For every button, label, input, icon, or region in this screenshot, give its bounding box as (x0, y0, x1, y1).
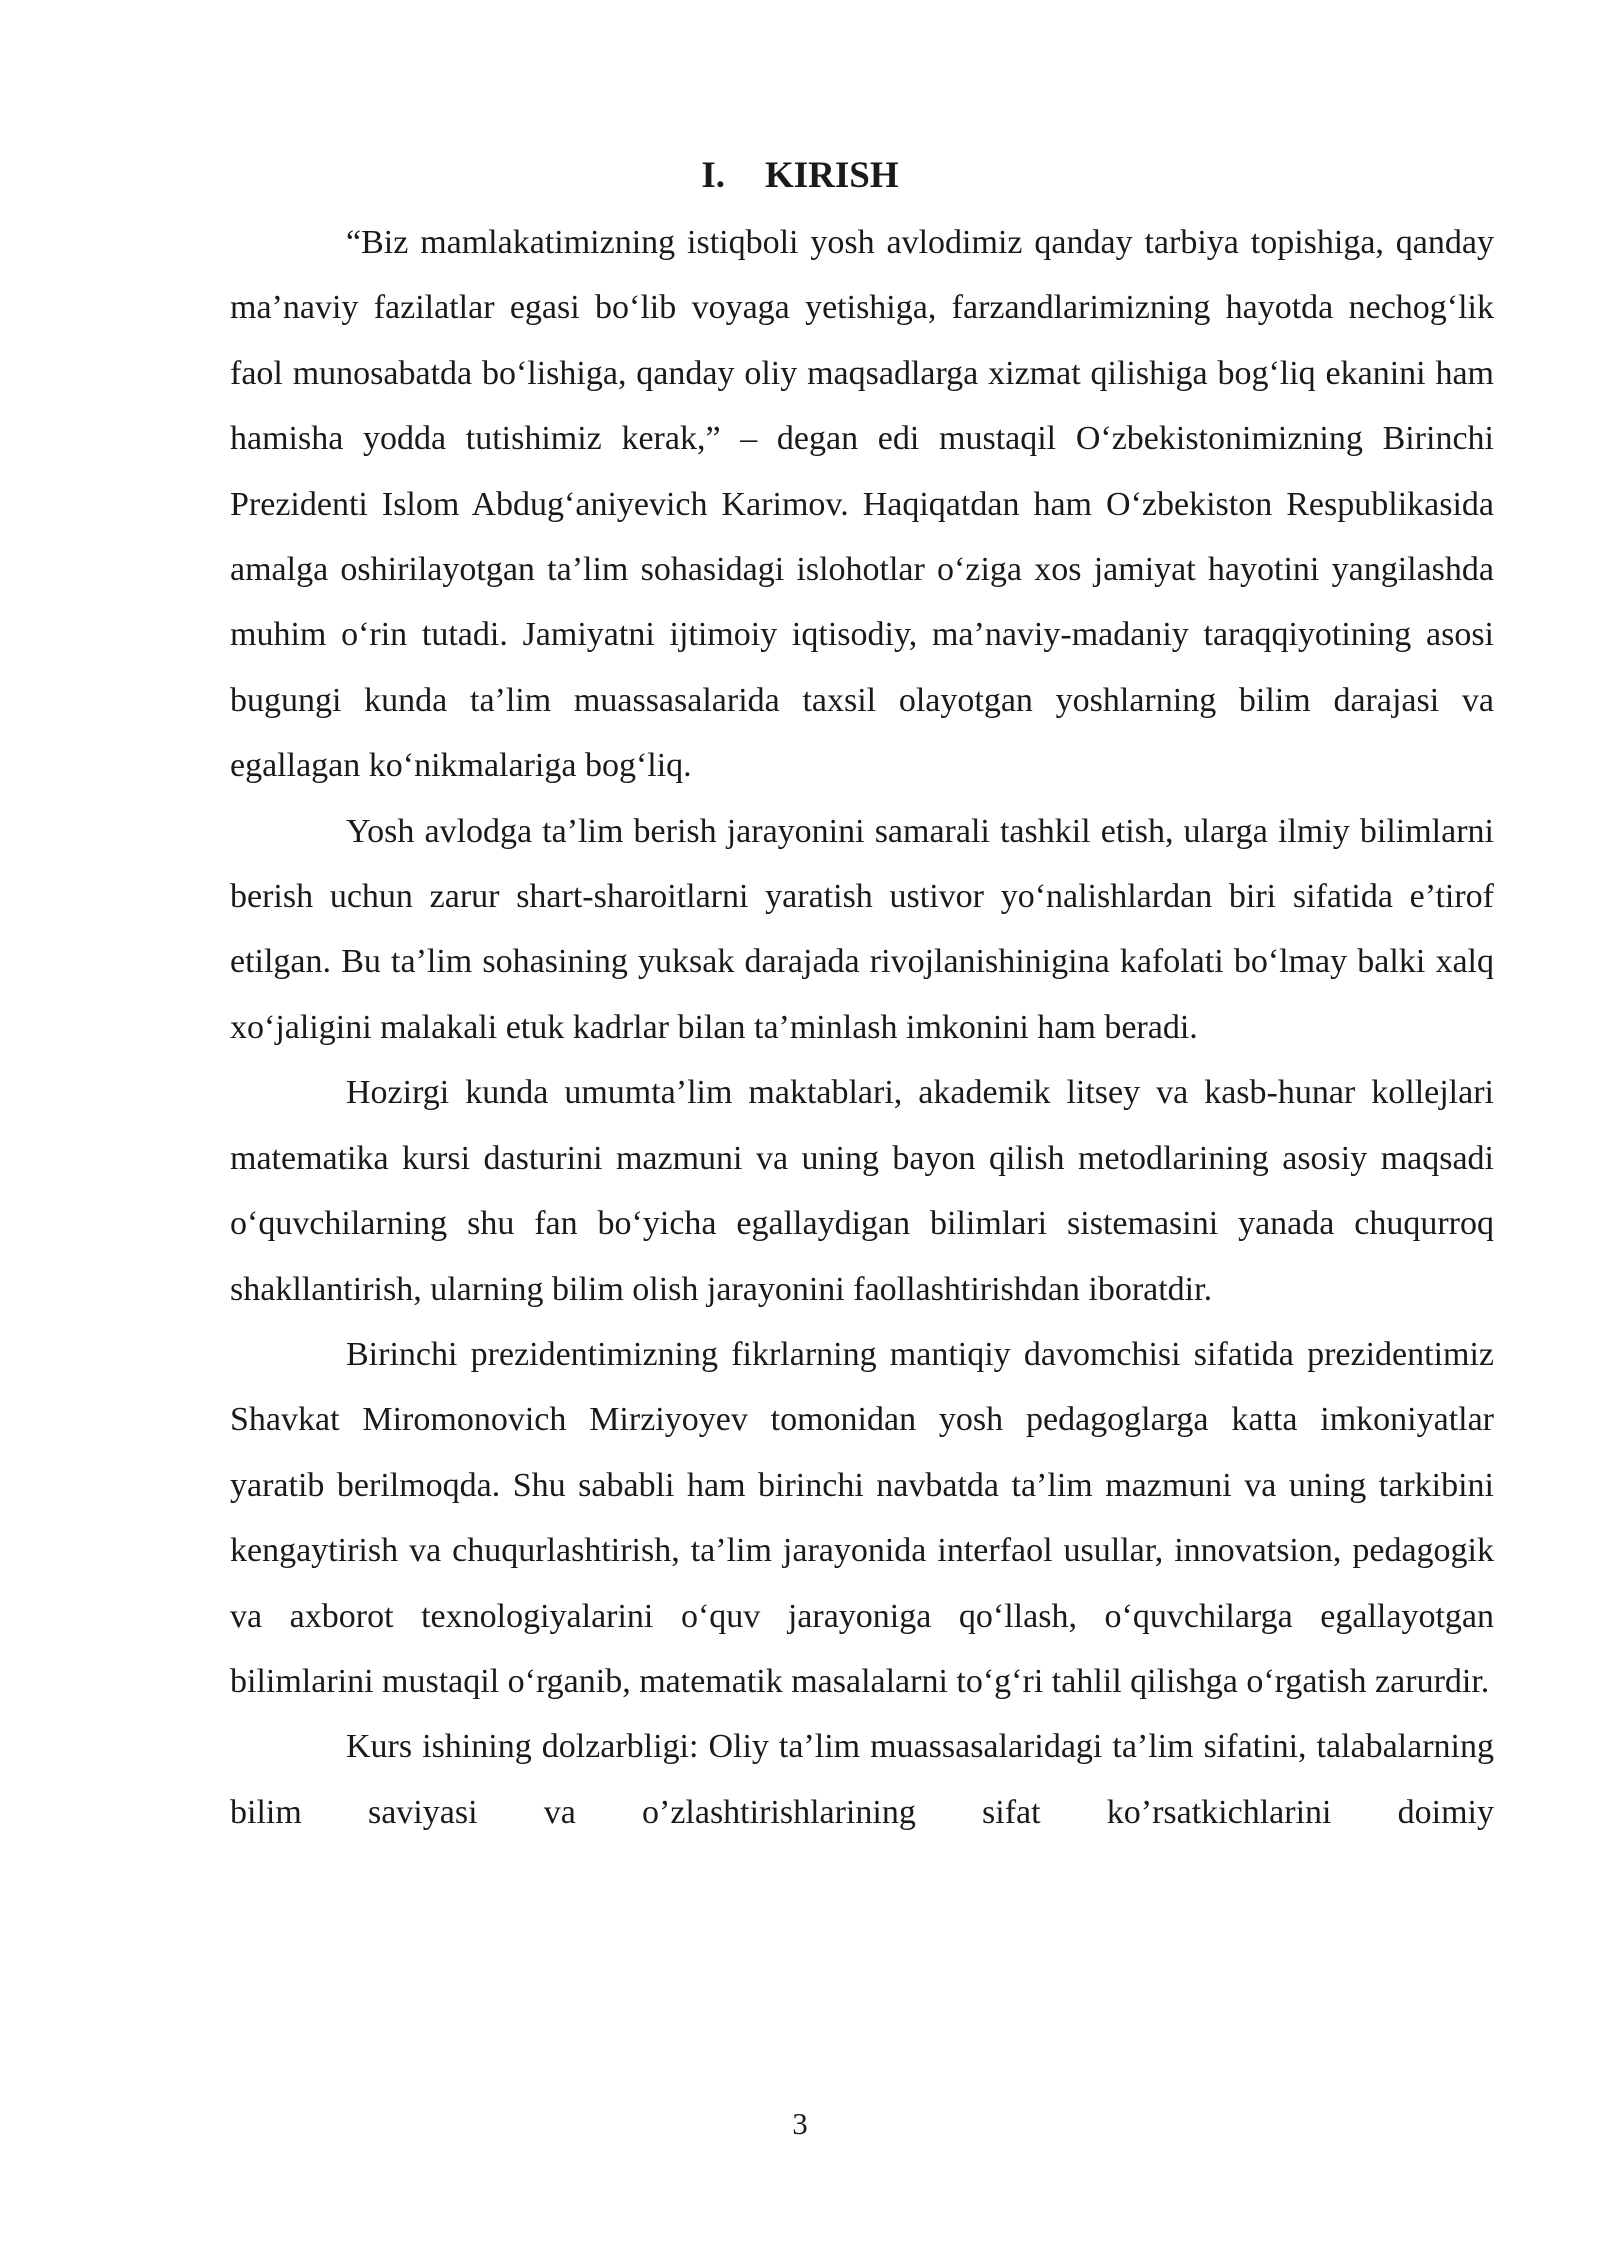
section-number: I. (701, 155, 725, 196)
paragraph-math-curriculum: Hozirgi kunda umumta’lim maktablari, akademik litsey va kasb-hunar kollejlari matematika kursi dasturini mazmuni va uning bayon qilish metodlarining asosiy maqsadi o‘quvchilarning shu fan bo‘yicha egallaydigan bilimlari sistemasini yanada chuqurroq shakllantirish, ularning bilim olish jarayonini faollashtirishdan iboratdir. (230, 1074, 1494, 1308)
paragraph-intro-quote: “Biz mamlakatimizning istiqboli yosh avlodimiz qanday tarbiya topishiga, qanday ma’naviy fazilatlar egasi bo‘lib voyaga yetishiga, farzandlarimizning hayotda nechog‘lik faol munosabatda bo‘lishiga, qanday oliy maqsadlarga xizmat qilishiga bog‘liq ekanini ham hamisha yodda tutishimiz kerak,” – degan edi mustaqil O‘zbekistonimizning Birinchi Prezidenti Islom Abdug‘aniyevich Karimov. Haqiqatdan ham O‘zbekiston Respublikasida amalga oshirilayotgan ta’lim sohasidagi islohotlar o‘ziga xos jamiyat hayotini yangilashda muhim o‘rin tutadi. Jamiyatni ijtimoiy iqtisodiy, ma’naviy-madaniy taraqqiyotining asosi bugungi kunda ta’lim muassasalarida taxsil olayotgan yoshlarning bilim darajasi va egallagan ko‘nikmalariga bog‘liq. (230, 224, 1494, 785)
page-number: 3 (792, 2106, 808, 2141)
paragraph-president-opportunities: Birinchi prezidentimizning fikrlarning mantiqiy davomchisi sifatida prezidentimiz Shavkat Miromonovich Mirziyoyev tomonidan yosh pedagoglarga katta imkoniyatlar yaratib berilmoqda. Shu sababli ham birinchi navbatda ta’lim mazmuni va uning tarkibini kengaytirish va chuqurlashtirish, ta’lim jarayonida interfaol usullar, innovatsion, pedagogik va axborot texnologiyalarini o‘quv jarayoniga qo‘llash, o‘quvchilarga egallayotgan bilimlarini mustaqil o‘rganib, matematik masalalarni to‘g‘ri tahlil qilishga o‘rgatish zarurdir. (230, 1335, 1494, 1700)
section-heading (0, 148, 1600, 204)
section-title: KIRISH (765, 155, 899, 196)
body-text (230, 210, 1494, 1845)
paragraph-education-organization: Yosh avlodga ta’lim berish jarayonini samarali tashkil etish, ularga ilmiy bilimlarni berish uchun zarur shart-sharoitlarni yaratish ustivor yo‘nalishlardan biri sifatida e’tirof etilgan. Bu ta’lim sohasining yuksak darajada rivojlanishinigina kafolati bo‘lmay balki xalq xo‘jaligini malakali etuk kadrlar bilan ta’minlash imkonini ham beradi. (230, 812, 1494, 1046)
paragraph-relevance: Kurs ishining dolzarbligi: Oliy ta’lim muassasalaridagi ta’lim sifatini, talabalarning bilim saviyasi va o’zlashtirishlarining sifat ko’rsatkichlarini doimiy (230, 1728, 1494, 1831)
